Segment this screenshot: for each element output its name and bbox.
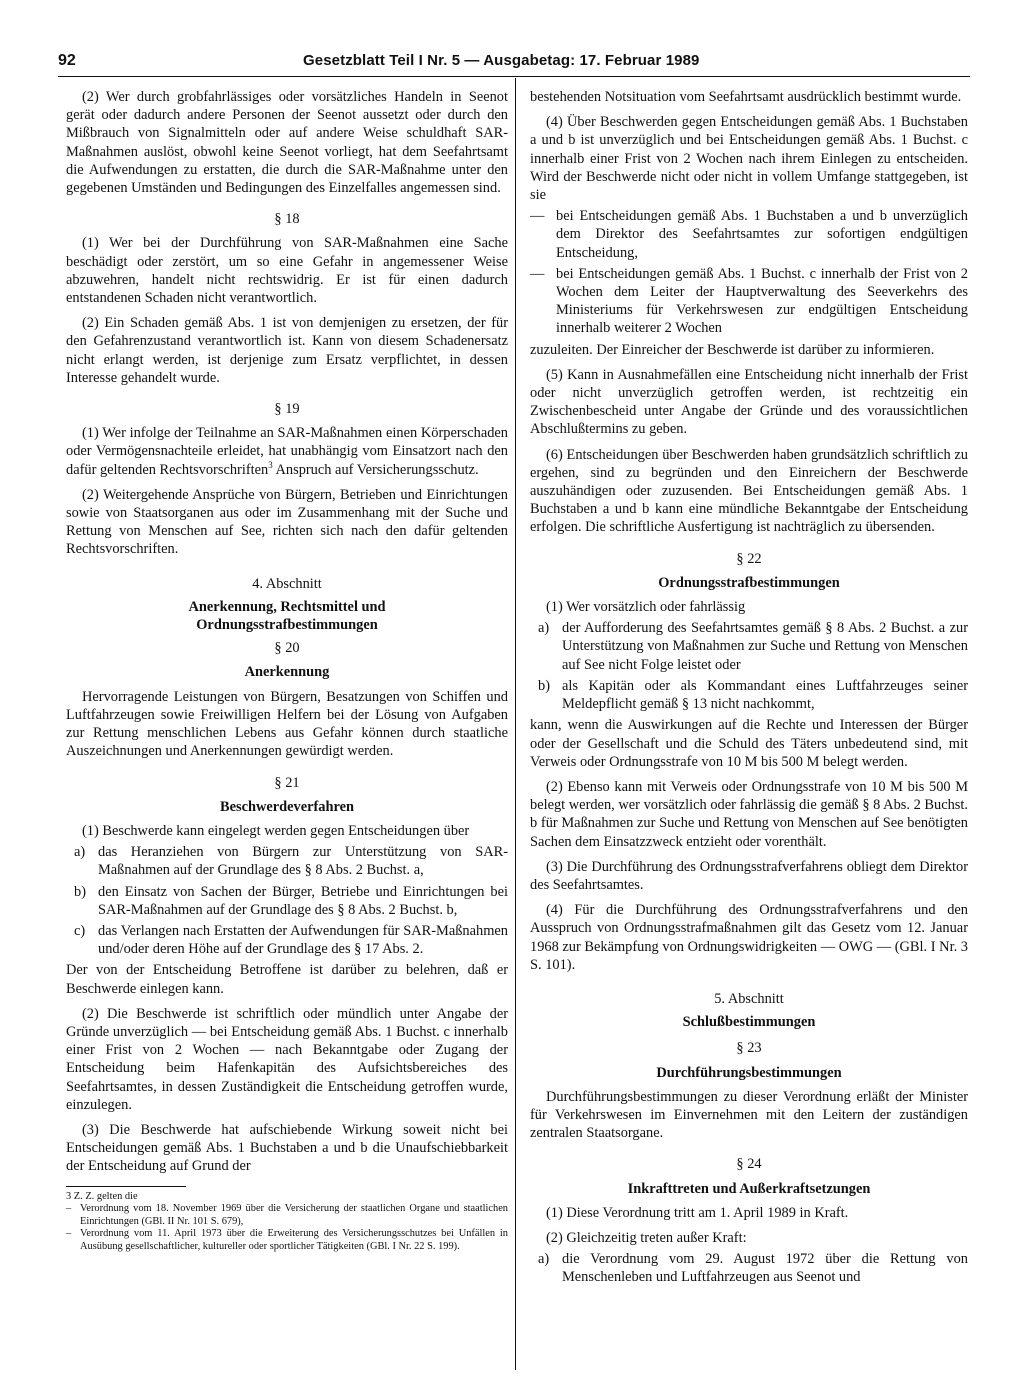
list-item <box>530 265 968 338</box>
list-item-label: a) <box>538 1251 550 1268</box>
paragraph-23: Durchführungsbestimmungen zu dieser Verordnung erläßt der Minister für Verkehrswesen im Einvernehmen mit den Leitern der zuständigen zentralen Staatsorgane. <box>530 1088 968 1142</box>
list-item-label: a) <box>74 844 86 861</box>
paragraph-22-2: (2) Ebenso kann mit Verweis oder Ordnungsstrafe von 10 M bis 500 M belegt werden, wer vorsätzlich oder fahrlässig die gemäß § 8 Abs. 2 Buchst. b für Maßnahmen zur Suche und Rettung von Menschen auf See benötigten Sachen dem Einsatzzweck entzieht oder vorenthält. <box>530 778 968 850</box>
list-item-text: bei Entscheidungen gemäß Abs. 1 Buchst. c innerhalb der Frist von 2 Wochen dem Leiter der Hauptverwaltung des Seeverkehrs des Ministeriums für Verkehrswesen zur endgültigen Entscheidung innerhalb weiterer 2 Wochen <box>556 265 968 337</box>
list-item-text: der Aufforderung des Seefahrtsamtes gemäß § 8 Abs. 2 Buchst. a zur Unterstützung von Maßnahmen zur Suche und Rettung von Menschen auf See nicht Folge leistet oder <box>562 620 968 673</box>
chapter-5-title: Schlußbestimmungen <box>682 1014 816 1031</box>
section-22-heading: Ordnungsstrafbestimmungen <box>658 574 840 591</box>
paragraph-21-4-after: zuzuleiten. Der Einreicher der Beschwerde ist darüber zu informieren. <box>530 341 935 358</box>
paragraph-22-4: (4) Für die Durchführung des Ordnungsstrafverfahrens und den Ausspruch von Ordnungsstrafmaßnahmen gilt das Gesetz vom 12. Januar 1968 zur Bekämpfung von Ordnungswidrigkeiten — OWG — (GBl. I Nr. 3 S. 101). <box>530 902 968 973</box>
paragraph-21-6: (6) Entscheidungen über Beschwerden haben grundsätzlich schriftlich zu ergehen, sind zu begründen und den Einreichern der Beschwerde auszuhändigen oder zuzusenden. Bei Entscheidungen gemäß Abs. 1 Buchstaben a und b kann eine mündliche Bekanntgabe der Entscheidung erfolgen. Die schriftliche Ausfertigung ist nachträglich zu übersenden. <box>530 446 968 536</box>
gazette-title: Gesetzblatt Teil I Nr. 5 — Ausgabetag: 17. Februar 1989 <box>303 52 700 69</box>
paragraph-21-3-continued: bestehenden Notsituation vom Seefahrtsamt ausdrücklich bestimmt wurde. <box>530 89 962 105</box>
paragraph-21-3: (3) Die Beschwerde hat aufschiebende Wirkung soweit nicht bei Entscheidungen gemäß Abs. 1 Buchstaben a und b die Unaufschiebbarkeit der Entscheidung auf Grund der <box>66 1121 508 1175</box>
paragraph-18-1: (1) Wer bei der Durchführung von SAR-Maßnahmen eine Sache beschädigt oder zerstört, um so eine Gefahr in angemessener Weise abzuwehren, handelt nicht rechtswidrig. Er ist für einen dadurch entstandenen Schaden nicht verantwortlich. <box>66 235 508 307</box>
paragraph-19-1-text-end: Anspruch auf Versicherungsschutz. <box>272 461 479 478</box>
paragraph-22-1: (1) Wer vorsätzlich oder fahrlässig <box>546 599 746 616</box>
list-item <box>530 207 968 262</box>
paragraph-21-5: (5) Kann in Ausnahmefällen eine Entscheidung nicht innerhalb der Frist oder nicht unverzüglich getroffen werden, ist rechtzeitig ein Zwischenbescheid unter Angabe der Gründe und des voraussichtlichen Abschlußtermins zu geben. <box>530 366 968 438</box>
paragraph-17-2: (2) Wer durch grobfahrlässiges oder vorsätzliches Handeln in Seenot gerät oder dadurch andere Personen der Seenot aussetzt oder durch den Mißbrauch von Signalmitteln oder auf andere Weise schuldhaft SAR-Maßnahmen auslöst, obwohl keine Seenot vorliegt, hat dem Seefahrtsamt die Aufwendungen zu erstatten, die durch die SAR-Maßnahme unter den gegebenen Umständen und Bedingungen des Einzelfalles angemessen sind. <box>66 89 508 197</box>
footnote-item-text: Verordnung vom 18. November 1969 über die Versicherung der staatlichen Organe und staatlichen Einrichtungen (GBl. II Nr. 101 S. 679), <box>80 1203 508 1227</box>
list-item-text: das Verlangen nach Erstatten der Aufwendungen für SAR-Maßnahmen und/oder deren Höhe auf der Grundlage des § 17 Abs. 2. <box>98 922 508 958</box>
list-item <box>530 677 968 713</box>
list-item <box>66 922 508 958</box>
page-number: 92 <box>58 52 76 69</box>
paragraph-24-2: (2) Gleichzeitig treten außer Kraft: <box>546 1229 747 1246</box>
right-column <box>530 88 968 1290</box>
paragraph-20: Hervorragende Leistungen von Bürgern, Besatzungen von Schiffen und Luftfahrzeugen sowie Freiwilligen Helfern bei der Lösung von Aufgaben zur Rettung menschlichen Lebens aus Gefahr können durch staatliche Auszeichnungen und Anerkennungen gewürdigt werden. <box>66 688 508 760</box>
section-18-title: § 18 <box>274 211 300 228</box>
footnote-marker: 3 <box>268 459 273 470</box>
page-header <box>58 52 970 74</box>
left-column <box>66 88 508 1254</box>
section-19-title: § 19 <box>274 401 300 418</box>
section-21-heading: Beschwerdeverfahren <box>219 798 354 815</box>
list-item <box>530 619 968 674</box>
footnote-item-label: – <box>66 1203 72 1215</box>
section-20-title: § 20 <box>274 640 300 657</box>
paragraph-24-1: (1) Diese Verordnung tritt am 1. April 1989 in Kraft. <box>546 1204 849 1221</box>
list-item <box>66 843 508 879</box>
footnote-item <box>66 1228 508 1253</box>
section-23-title: § 23 <box>736 1040 762 1057</box>
list-item <box>530 1250 968 1286</box>
paragraph-21-4: (4) Über Beschwerden gegen Entscheidungen gemäß Abs. 1 Buchstaben a und b ist unverzüglich und bei Entscheidungen gemäß Abs. 1 Buchst. c innerhalb einer Frist von 2 Wochen nach ihrem Einlegen zu entscheiden. Wird der Beschwerde nicht oder nicht in vollem Umfange stattgegeben, ist sie <box>530 114 968 204</box>
footnote-rule <box>66 1186 186 1187</box>
list-item-text: die Verordnung vom 29. August 1972 über die Rettung von Menschenleben und Luftfahrzeugen aus Seenot und <box>562 1251 968 1286</box>
list-item-label: b) <box>538 677 550 694</box>
list-item-text: als Kapitän oder als Kommandant eines Luftfahrzeuges seiner Meldepflicht gemäß § 13 nicht nachkommt, <box>562 677 968 713</box>
chapter-4-label: 4. Abschnitt <box>252 575 322 592</box>
column-divider <box>515 78 516 1370</box>
section-24-title: § 24 <box>736 1156 762 1173</box>
paragraph-19-1 <box>66 424 508 479</box>
footnote <box>66 1191 508 1254</box>
list-item-text: das Heranziehen von Bürgern zur Unterstützung von SAR-Maßnahmen auf der Grundlage des § 8 Abs. 2 Buchst. a, <box>98 844 508 879</box>
chapter-5-label: 5. Abschnitt <box>714 990 784 1007</box>
section-21-title: § 21 <box>274 774 300 791</box>
footnote-item-label: – <box>66 1228 72 1240</box>
list-item-text: den Einsatz von Sachen der Bürger, Betriebe und Einrichtungen bei SAR-Maßnahmen auf der Grundlage des § 8 Abs. 2 Buchst. b, <box>98 883 508 918</box>
list-item-text: bei Entscheidungen gemäß Abs. 1 Buchstaben a und b unverzüglich dem Direktor des Seefahrtsamtes zur sofortigen endgültigen Entscheidung, <box>556 208 968 261</box>
paragraph-18-2: (2) Ein Schaden gemäß Abs. 1 ist von demjenigen zu ersetzen, der für den Gefahrenzustand verantwortlich ist. Kann von diesem Schadenersatz nicht erlangt werden, ist derjenige zum Ersatz verpflichtet, in dessen Interesse gehandelt wurde. <box>66 315 508 386</box>
list-item-label: — <box>530 265 545 282</box>
paragraph-21-1-after: Der von der Entscheidung Betroffene ist darüber zu belehren, daß er Beschwerde einlegen kann. <box>66 962 508 997</box>
header-rule <box>58 76 970 77</box>
paragraph-19-2: (2) Weitergehende Ansprüche von Bürgern, Betrieben und Einrichtungen sowie von Staatsorganen aus oder im Zusammenhang mit der Suche und Rettung von Menschen auf See, richten sich nach den dafür geltenden Rechtsvorschriften. <box>66 486 508 558</box>
paragraph-21-1: (1) Beschwerde kann eingelegt werden gegen Entscheidungen über <box>82 822 470 839</box>
paragraph-21-2: (2) Die Beschwerde ist schriftlich oder mündlich unter Angabe der Gründe unverzüglich — bei Entscheidung gemäß Abs. 1 Buchst. c innerhalb einer Frist von 2 Wochen — nach Bekanntgabe oder Zugang der Entscheidung beim Hafenkapitän des Aufsichtsbereiches des Seefahrtsamtes, in dessen Zuständigkeit die Entscheidung getroffen wurde, einzulegen. <box>66 1005 508 1113</box>
list-item-label: c) <box>74 922 86 939</box>
section-20-heading: Anerkennung <box>244 664 330 681</box>
list-item-label: b) <box>74 883 86 900</box>
paragraph-22-1-after: kann, wenn die Auswirkungen auf die Rechte und Interessen der Bürger oder der Gesellschaft und die Schuld des Täters unbedeutend sind, mit Verweis oder Ordnungsstrafe von 10 M bis 500 M belegt werden. <box>530 717 968 770</box>
paragraph-22-3: (3) Die Durchführung des Ordnungsstrafverfahrens obliegt dem Direktor des Seefahrtsamtes. <box>530 858 968 893</box>
list-item-label: — <box>530 208 545 225</box>
list-item <box>66 883 508 919</box>
section-22-title: § 22 <box>736 550 762 567</box>
chapter-4-title-line-2: Ordnungsstrafbestimmungen <box>196 617 378 634</box>
chapter-4-title-line-1: Anerkennung, Rechtsmittel und <box>188 598 386 615</box>
paragraph-19-1-text: (1) Wer infolge der Teilnahme an SAR-Maßnahmen einen Körperschaden oder Vermögensnachteile erleidet, hat unabhängig vom Einsatzort nach den dafür geltenden Rechtsvorschriften <box>66 425 508 478</box>
section-24-heading: Inkrafttreten und Außerkraftsetzungen <box>627 1180 871 1197</box>
footnote-item-text: Verordnung vom 11. April 1973 über die Erweiterung des Versicherungsschutzes bei Unfällen in Ausübung gesellschaftlicher, kultureller oder sportlicher Tätigkeiten (GBl. I Nr. 22 S. 199). <box>80 1228 508 1252</box>
list-item-label: a) <box>538 620 550 637</box>
footnote-intro: 3 Z. Z. gelten die <box>66 1190 138 1202</box>
section-23-heading: Durchführungsbestimmungen <box>656 1064 842 1081</box>
footnote-item <box>66 1203 508 1228</box>
